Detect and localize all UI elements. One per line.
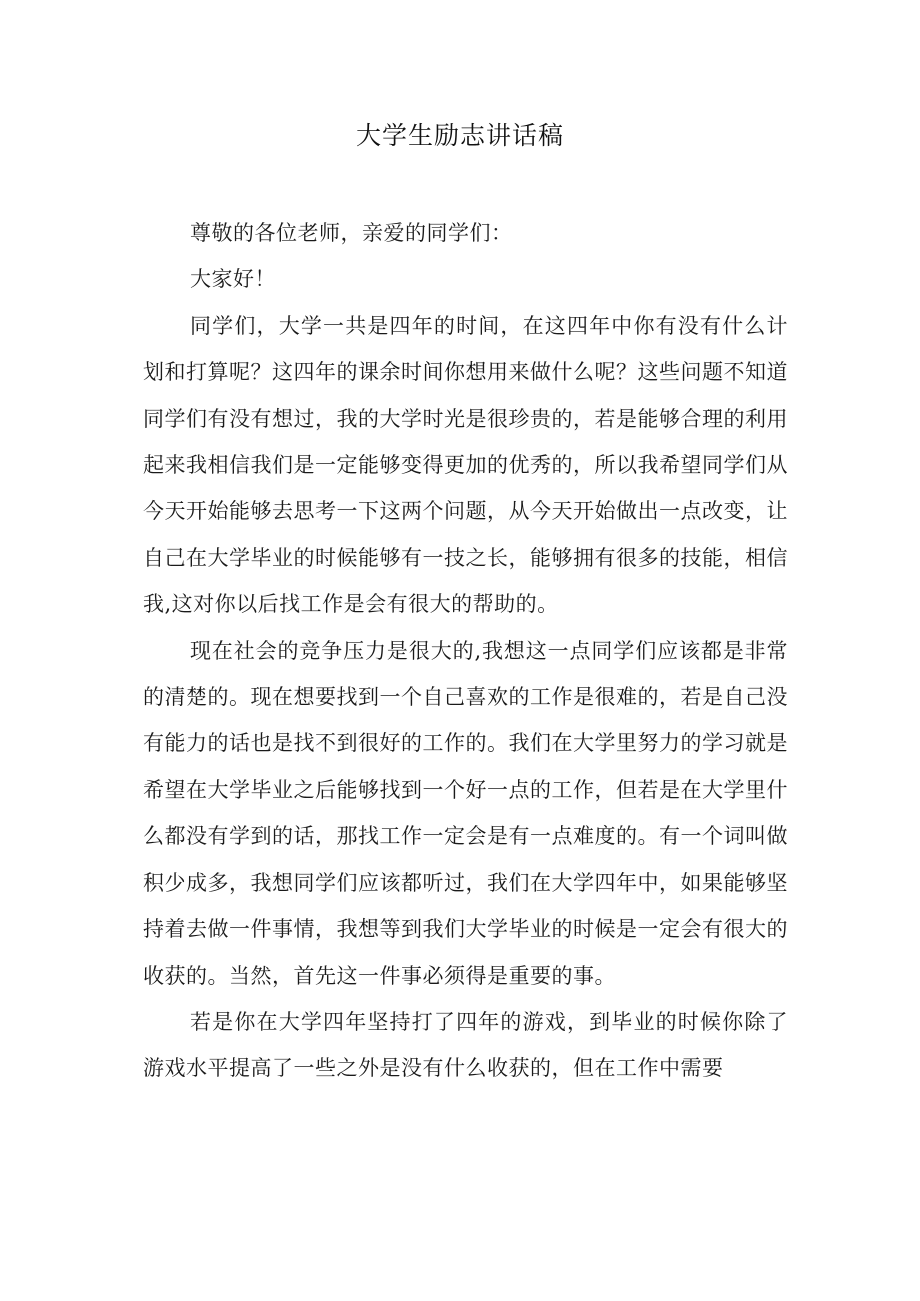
greeting: 大家好！ bbox=[190, 267, 276, 292]
document-body bbox=[143, 210, 788, 1092]
paragraph: 同学们，大学一共是四年的时间，在这四年中你有没有什么计划和打算呢？这四年的课余时间你想用来做什么呢？这些问题不知道同学们有没有想过，我的大学时光是很珍贵的，若是能够合理的利用起来我相信我们是一定能够变得更加的优秀的，所以我希望同学们从今天开始能够去思考一下这两个问题，从今天开始做出一点改变，让自己在大学毕业的时候能够有一技之长，能够拥有很多的技能，相信我,这对你以后找工作是会有很大的帮助的。 bbox=[143, 313, 788, 617]
paragraph: 若是你在大学四年坚持打了四年的游戏，到毕业的时候你除了游戏水平提高了一些之外是没有什么收获的，但在工作中需要 bbox=[143, 1009, 788, 1081]
document-title: 大学生励志讲话稿 bbox=[355, 121, 564, 150]
paragraph: 现在社会的竞争压力是很大的,我想这一点同学们应该都是非常的清楚的。现在想要找到一个自己喜欢的工作是很难的，若是自己没有能力的话也是找不到很好的工作的。我们在大学里努力的学习就是希望在大学毕业之后能够找到一个好一点的工作，但若是在大学里什么都没有学到的话，那找工作一定会是有一点难度的。有一个词叫做积少成多，我想同学们应该都听过，我们在大学四年中，如果能够坚持着去做一件事情，我想等到我们大学毕业的时候是一定会有很大的收获的。当然，首先这一件事必须得是重要的事。 bbox=[143, 638, 788, 988]
salutation: 尊敬的各位老师，亲爱的同学们： bbox=[190, 221, 513, 245]
